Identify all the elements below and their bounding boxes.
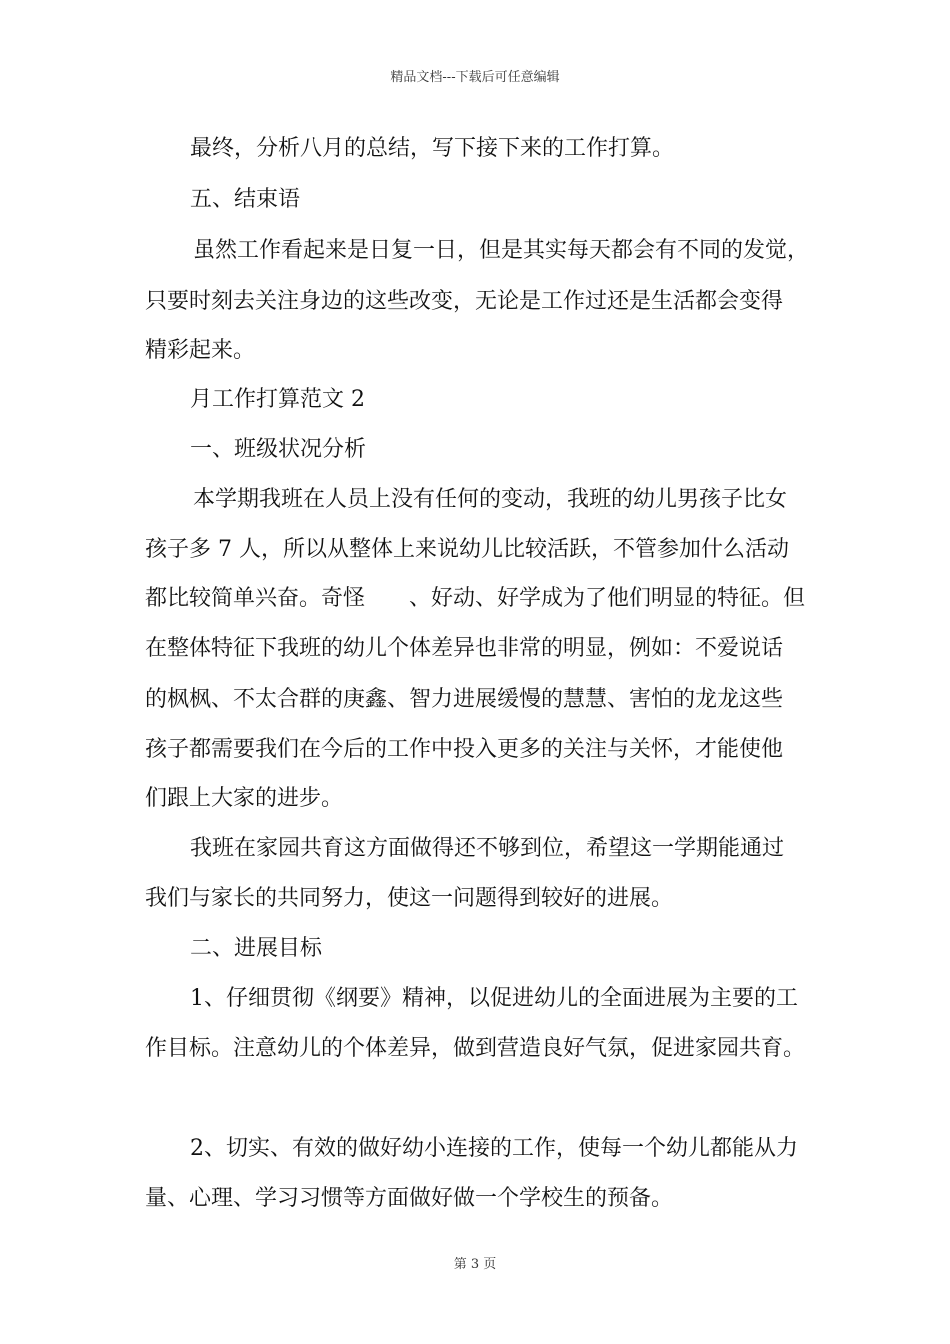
body-line: 我班在家园共育这方面做得还不够到位，希望这一学期能通过 <box>190 836 785 861</box>
body-line: 我们与家长的共同努力，使这一问题得到较好的进展。 <box>145 886 674 911</box>
section-heading: 五、结束语 <box>190 187 301 212</box>
page-header: 精品文档---下载后可任意编辑 <box>390 70 560 85</box>
body-line: 最终，分析八月的总结，写下接下来的工作打算。 <box>190 136 675 161</box>
body-line: 的枫枫、不太合群的庚鑫、智力进展缓慢的慧慧、害怕的龙龙这些 <box>145 687 784 712</box>
body-line: 都比较简单兴奋。奇怪 、好动、好学成为了他们明显的特征。但 <box>145 586 806 611</box>
body-line: 2、切实、有效的做好幼小连接的工作，使每一个幼儿都能从力 <box>190 1136 798 1161</box>
section-heading: 二、进展目标 <box>190 936 323 961</box>
page-number: 第 3 页 <box>453 1257 497 1272</box>
body-line: 作目标。注意幼儿的个体差异，做到营造良好气氛，促进家园共育。 <box>145 1036 806 1061</box>
body-line: 们跟上大家的进步。 <box>145 786 344 811</box>
body-line: 1、仔细贯彻《纲要》精神，以促进幼儿的全面进展为主要的工 <box>190 986 798 1011</box>
body-line: 虽然工作看起来是日复一日，但是其实每天都会有不同的发觉， <box>193 238 810 263</box>
body-line: 精彩起来。 <box>145 338 256 363</box>
body-line: 在整体特征下我班的幼儿个体差异也非常的明显，例如：不爱说话 <box>145 636 784 661</box>
body-line: 只要时刻去关注身边的这些改变，无论是工作过还是生活都会变得 <box>145 289 784 314</box>
body-line: 孩子都需要我们在今后的工作中投入更多的关注与关怀，才能使他 <box>145 737 784 762</box>
body-line: 孩子多 7 人，所以从整体上来说幼儿比较活跃，不管参加什么活动 <box>145 537 789 562</box>
document-subtitle: 月工作打算范文 2 <box>190 387 365 412</box>
body-line: 量、心理、学习习惯等方面做好做一个学校生的预备。 <box>145 1186 674 1211</box>
section-heading: 一、班级状况分析 <box>190 437 367 462</box>
body-line: 本学期我班在人员上没有任何的变动，我班的幼儿男孩子比女 <box>193 487 788 512</box>
